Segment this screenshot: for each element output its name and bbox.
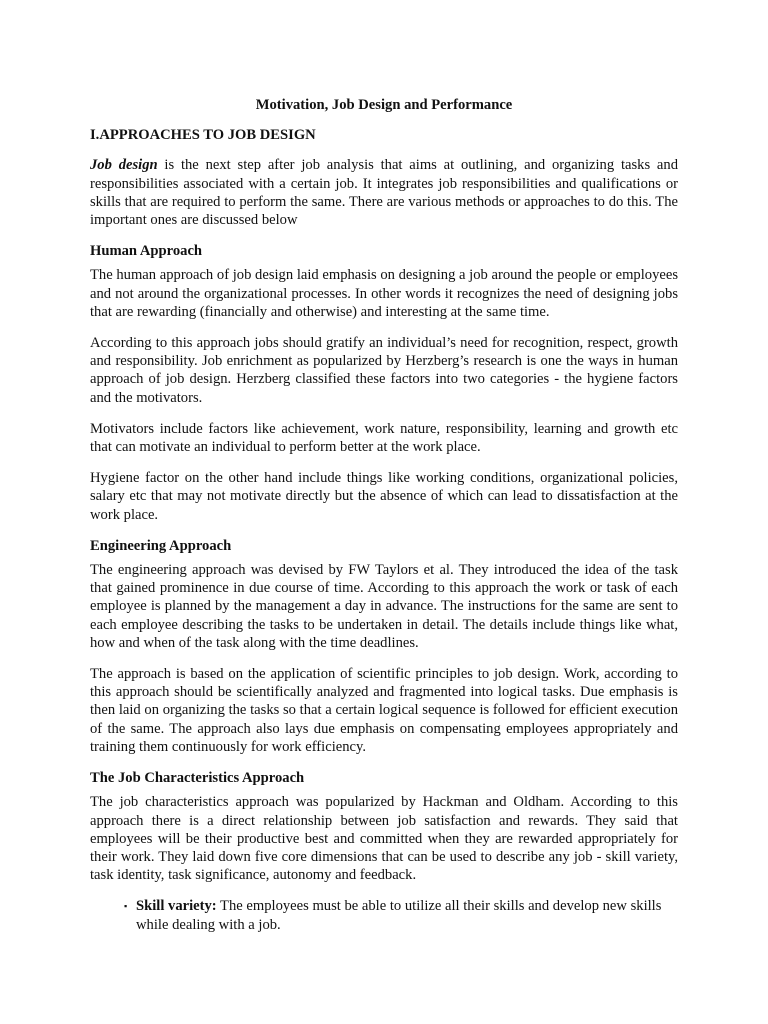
human-paragraph-4: Hygiene factor on the other hand include things like working conditions, organizational policies, salary etc that may not motivate directly but the absence of which can lead to dissatisfaction at the work place. — [90, 470, 678, 523]
heading-engineering-approach: Engineering Approach — [90, 537, 232, 554]
job-characteristics-paragraph-1: The job characteristics approach was popularized by Hackman and Oldham. According to this approach there is a direct relationship between job satisfaction and rewards. They said that employees will be their productive best and committed when they are rewarded appropriately for their work. They laid down five core dimensions that can be used to describe any job - skill variety, task identity, task significance, autonomy and feedback. — [90, 794, 678, 884]
document-title: Motivation, Job Design and Performance — [255, 97, 513, 113]
heading-human-approach: Human Approach — [90, 243, 203, 260]
engineering-paragraph-1: The engineering approach was devised by FW Taylors et al. They introduced the idea of the task that gained prominence in due course of time. According to this approach the work or task of each employee is planned by the management a day in advance. The instructions for the same are sent to each employee describing the tasks to be undertaken in detail. The details include things like what, how and when of the task along with the time deadlines. — [90, 562, 678, 651]
list-item-term: Skill variety: — [136, 898, 217, 915]
list-item — [124, 897, 678, 933]
human-paragraph-1: The human approach of job design laid emphasis on designing a job around the people or employees and not around the organizational processes. In other words it recognizes the need of designing jobs that are rewarding (financially and otherwise) and interesting at the same time. — [90, 267, 678, 320]
human-paragraph-3: Motivators include factors like achievement, work nature, responsibility, learning and growth etc that can motivate an individual to perform better at the work place. — [90, 420, 678, 456]
list-item-text: The employees must be able to utilize all their skills and develop new skills while dealing with a job. — [136, 898, 662, 933]
human-paragraph-2: According to this approach jobs should gratify an individual’s need for recognition, respect, growth and responsibility. Job enrichment as popularized by Herzberg’s research is one the ways in human approach of job design. Herzberg classified these factors into two categories - the hygiene factors and the motivators. — [90, 335, 678, 406]
intro-text: is the next step after job analysis that aims at outlining, and organizing tasks and responsibilities associated with a certain job. It integrates job responsibilities and qualifications or skills that are required to perform the same. There are various methods or approaches to do this. The important ones are discussed below — [90, 157, 679, 229]
intro-lead-term: Job design — [90, 157, 158, 174]
document-page — [90, 96, 678, 934]
engineering-paragraph-2: The approach is based on the application of scientific principles to job design. Work, according to this approach should be scientifically analyzed and fragmented into logical tasks. Due emphasis is then laid on organizing the tasks so that a certain logical sequence is followed for efficient execution of the same. The approach also lays due emphasis on compensating employees appropriately and training them continuously for work efficiency. — [90, 666, 678, 755]
intro-paragraph — [90, 156, 678, 229]
core-dimensions-list — [90, 897, 678, 933]
heading-job-characteristics-approach: The Job Characteristics Approach — [90, 770, 305, 787]
section-heading-approaches: I.APPROACHES TO JOB DESIGN — [90, 127, 316, 144]
bullet-square-icon: ▪ — [124, 901, 128, 912]
